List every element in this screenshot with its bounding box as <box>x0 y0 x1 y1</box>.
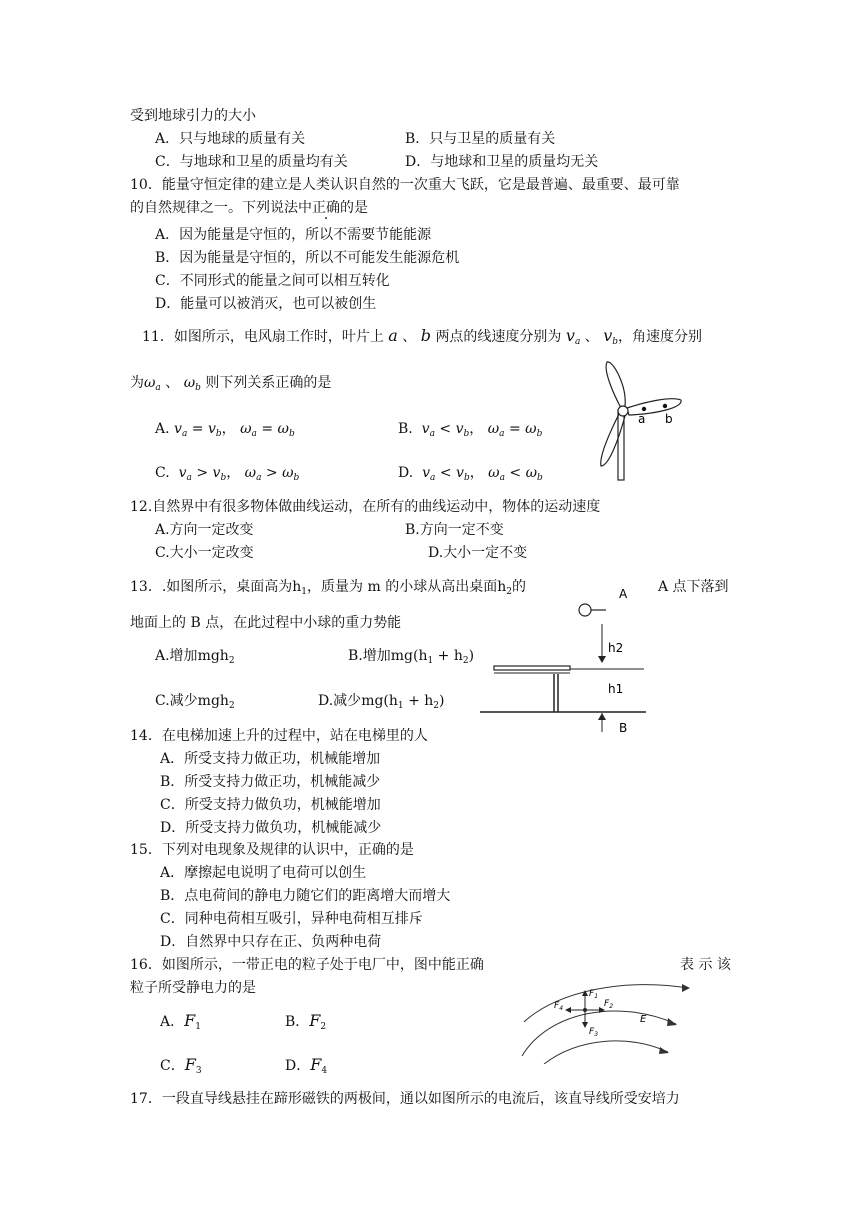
q11-stem-line2: 为$\omega_a$ 、 $\omega_b$ 则下列关系正确的是 <box>130 375 332 393</box>
q13-option-d: D.减少$mg(h_1 + h_2)$ <box>318 693 445 711</box>
q16-option-b: B．$F_2$ <box>285 1011 327 1032</box>
q16-stem-line2: 粒子所受静电力的是 <box>130 980 256 996</box>
label-A: A <box>619 587 628 601</box>
q12-option-a: A.方向一定改变 <box>155 522 254 538</box>
label-B: B <box>619 721 628 735</box>
label-h2: h2 <box>608 641 624 655</box>
q10-option-d: D．能量可以被消灭，也可以被创生 <box>155 296 377 312</box>
fan-blade-right <box>627 399 681 415</box>
q11-option-a: A. $v_a = v_b$， $\omega_a = \omega_b$ <box>155 421 295 439</box>
svg-text:F1: $F_1$ <box>589 989 599 1000</box>
q14-option-a: A．所受支持力做正功，机械能增加 <box>160 751 381 767</box>
q12-option-d: D.大小一定不变 <box>428 545 528 561</box>
q10-emphasis: 正确 <box>312 200 340 216</box>
q15-option-c: C．同种电荷相互吸引，异种电荷相互排斥 <box>160 911 423 927</box>
fan-pole <box>618 410 624 480</box>
q16-option-c: C．$F_3$ <box>160 1055 202 1076</box>
field-line-2 <box>522 1011 676 1056</box>
q9-option-c: C．与地球和卫星的质量均有关 <box>155 154 348 170</box>
q16-option-d: D．$F_4$ <box>285 1055 328 1076</box>
q11-option-b: B. $v_a < v_b$， $\omega_a = \omega_b$ <box>398 421 543 439</box>
q14-stem: 14．在电梯加速上升的过程中，站在电梯里的人 <box>130 728 428 744</box>
label-E: E <box>640 1014 647 1025</box>
q9-option-d: D．与地球和卫星的质量均无关 <box>405 154 599 170</box>
point-a <box>642 407 646 411</box>
q10-stem-line2: 的自然规律之一。下列说法中正确的是 <box>130 200 368 216</box>
q17-stem: 17．一段直导线悬挂在蹄形磁铁的两极间，通以如图所示的电流后，该直导线所受安培力 <box>130 1091 680 1107</box>
label-h1: h1 <box>608 682 624 696</box>
q13-option-c: C.减少mgh$_2$ <box>155 693 235 711</box>
q14-option-b: B．所受支持力做正功，机械能减少 <box>160 774 381 790</box>
q11-option-d: D. $v_a < v_b$， $\omega_a < \omega_b$ <box>398 465 543 483</box>
q14-option-c: C．所受支持力做负功，机械能增加 <box>160 797 381 813</box>
ball <box>579 604 591 616</box>
q9-stem-cont: 受到地球引力的大小 <box>130 108 256 124</box>
q9-option-b: B．只与卫星的质量有关 <box>405 131 556 147</box>
label-b: b <box>665 412 673 426</box>
q11-option-c: C. $v_a > v_b$， $\omega_a > \omega_b$ <box>155 465 300 483</box>
table-top <box>494 666 570 670</box>
q9-option-a: A．只与地球的质量有关 <box>155 131 306 147</box>
q13-option-b: B.增加$mg(h_1 + h_2)$ <box>348 648 475 666</box>
point-b <box>663 404 667 408</box>
q14-option-d: D．所受支持力做负功，机械能减少 <box>160 820 382 836</box>
fan-blade-top <box>606 362 625 408</box>
fan-figure <box>585 358 695 483</box>
q12-option-c: C.大小一定改变 <box>155 545 254 561</box>
svg-text:F3: $F_3$ <box>589 1027 599 1038</box>
q15-option-b: B．点电荷间的静电力随它们的距离增大而增大 <box>160 888 451 904</box>
q11-stem-line1: 11．如图所示，电风扇工作时，叶片上 a 、 b 两点的线速度分别为 $v_a$ 、 $v_b$，角速度分别 <box>142 326 703 347</box>
q13-option-a: A.增加mgh$_2$ <box>155 648 235 666</box>
field-figure <box>518 972 703 1064</box>
q10-option-a: A．因为能量是守恒的，所以不需要节能能源 <box>155 227 432 243</box>
q10-stem-line1: 10．能量守恒定律的建立是人类认识自然的一次重大飞跃，它是最普遍、最重要、最可靠 <box>130 177 680 193</box>
q13-stem-line1: 13．.如图所示，桌面高为$h_1$，质量为 m 的小球从高出桌面$h_2$的 <box>130 579 526 597</box>
svg-text:F4: $F_4$ <box>554 1001 564 1012</box>
q10-option-b: B．因为能量是守恒的，所以不可能发生能源危机 <box>155 250 460 266</box>
q15-option-a: A．摩擦起电说明了电荷可以创生 <box>160 865 367 881</box>
svg-text:F2: $F_2$ <box>604 999 614 1010</box>
q15-option-d: D．自然界中只存在正、负两种电荷 <box>160 934 382 950</box>
q13-stem-line2: 地面上的 B 点，在此过程中小球的重力势能 <box>130 615 402 631</box>
field-line-3 <box>544 1041 668 1064</box>
q12-stem: 12.自然界中有很多物体做曲线运动，在所有的曲线运动中，物体的运动速度 <box>130 499 601 515</box>
label-a: a <box>638 412 646 426</box>
fan-hub <box>618 406 628 416</box>
q16-option-a: A．$F_1$ <box>160 1011 201 1032</box>
fan-blade-left <box>601 414 625 466</box>
q10-option-c: C．不同形式的能量之间可以相互转化 <box>155 273 390 289</box>
table-figure <box>478 580 648 740</box>
q16-stem-line1-tail: 表 示 该 <box>680 957 731 973</box>
q16-stem-line1: 16．如图所示，一带正电的粒子处于电厂中，图中能正确 <box>130 957 484 973</box>
q12-option-b: B.方向一定不变 <box>405 522 504 538</box>
q15-stem: 15．下列对电现象及规律的认识中，正确的是 <box>130 842 414 858</box>
q13-stem-line1-tail: A 点下落到 <box>658 579 729 595</box>
